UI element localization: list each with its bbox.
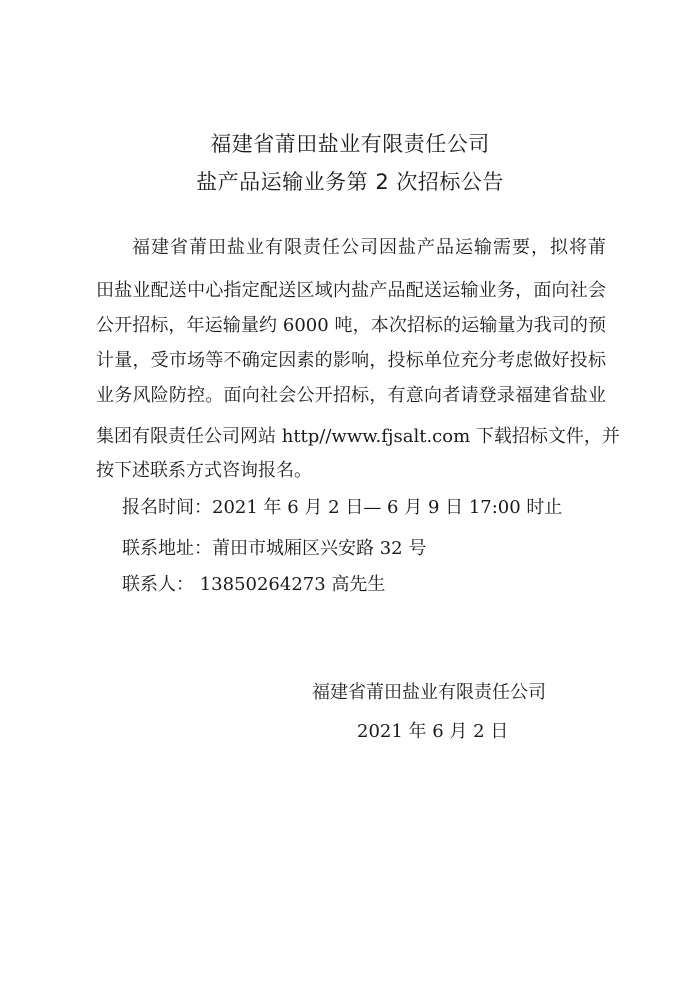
body-line: 田盐业配送中心指定配送区域内盐产品配送运输业务，面向社会 [96,280,606,301]
signature-date: 2021 年 6 月 2 日 [357,721,509,742]
body-line: 福建省莆田盐业有限责任公司因盐产品运输需要，拟将莆 [132,237,606,258]
body-line: 集团有限责任公司网站 http//www.fjsalt.com 下载招标文件，并 [96,426,620,447]
body-line: 按下述联系方式咨询报名。 [96,460,312,481]
body-line: 业务风险防控。面向社会公开招标，有意向者请登录福建省盐业 [96,385,606,406]
registration-time: 报名时间：2021 年 6 月 2 日— 6 月 9 日 17:00 时止 [122,497,563,518]
contact-address: 联系地址：莆田市城厢区兴安路 32 号 [122,538,427,559]
body-line: 计量，受市场等不确定因素的影响，投标单位充分考虑做好投标 [96,350,606,371]
contact-person: 联系人： 13850264273 高先生 [122,574,386,595]
body-line: 公开招标，年运输量约 6000 吨，本次招标的运输量为我司的预 [96,315,606,336]
notice-title-line1: 福建省莆田盐业有限责任公司 [210,132,490,156]
notice-title-line2: 盐产品运输业务第 2 次招标公告 [196,170,504,194]
signature-company: 福建省莆田盐业有限责任公司 [312,682,546,703]
